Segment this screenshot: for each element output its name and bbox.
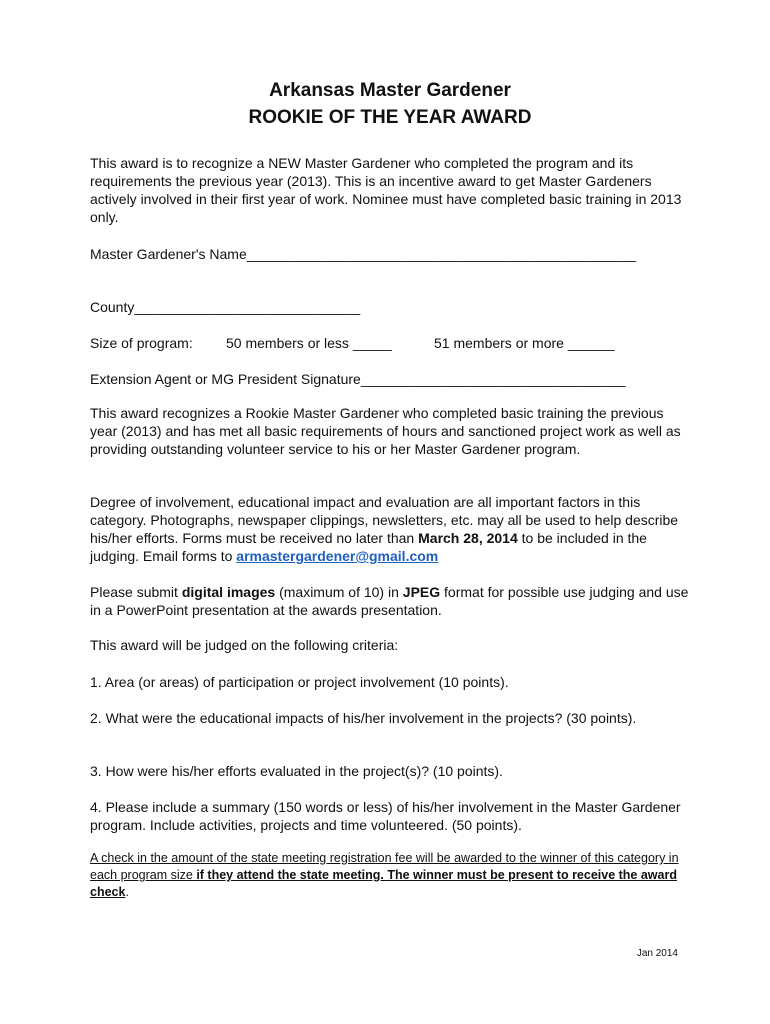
program-size-row [90,334,690,352]
submit-text-2: (maximum of 10) in [275,584,403,600]
size-label: Size of program: [90,335,193,351]
size-option-small[interactable]: 50 members or less _____ [226,335,392,351]
criterion-item: 1. Area (or areas) of participation or project involvement (10 points). [90,674,509,690]
note-end: . [125,885,129,899]
degree-text: Degree of involvement, educational impact and evaluation are all important factors in this category. Photographs, newspaper clippings, newsletters, etc. may all be used to help describe his/her efforts. Forms must be received no later than [90,494,679,546]
note-text: A check in the amount of the state meeting registration fee will be awarded to the winner of this category in each program size [90,851,679,882]
digital-images-emphasis: digital images [181,584,276,600]
email-link[interactable]: armastergardener@gmail.com [236,548,439,564]
award-title: ROOKIE OF THE YEAR AWARD [248,107,532,128]
submit-text-3: format for possible use judging and use in a PowerPoint presentation at the awards presentation. [90,584,689,618]
county-field[interactable]: County_____________________________ [90,299,361,315]
name-field[interactable]: Master Gardener's Name__________________________________________________ [90,246,637,262]
footer-date: Jan 2014 [636,948,678,959]
degree-paragraph [90,493,690,565]
criteria-intro: This award will be judged on the following criteria: [90,637,399,653]
description-paragraph: This award recognizes a Rookie Master Gardener who completed basic training the previous year (2013) and has met all basic requirements of hours and sanctioned project work as well as providing outstanding volunteer service to his or her Master Gardener program. [90,405,681,457]
criterion-item: 4. Please include a summary (150 words or less) of his/her involvement in the Master Gardener program. Include activities, projects and time volunteered. (50 points). [90,799,681,833]
award-check-note [90,850,690,901]
submit-text: Please submit [90,584,182,600]
form-title: Arkansas Master Gardener [269,80,511,101]
note-emphasis: if they attend the state meeting. The winner must be present to receive the award check [90,868,677,899]
jpeg-emphasis: JPEG [402,584,441,600]
submit-paragraph [90,583,690,619]
intro-paragraph: This award is to recognize a NEW Master Gardener who completed the program and its requirements the previous year (2013). This is an incentive award to get Master Gardeners actively involved in their first year of work. Nominee must have completed basic training in 2013 only. [90,155,682,225]
size-option-large[interactable]: 51 members or more ______ [434,335,615,351]
criterion-item: 2. What were the educational impacts of his/her involvement in the projects? (30 points). [90,710,637,726]
deadline-date: March 28, 2014 [418,530,518,546]
criterion-item: 3. How were his/her efforts evaluated in the project(s)? (10 points). [90,763,503,779]
degree-text-2: to be included in the judging. Email forms to [90,530,647,564]
signature-field[interactable]: Extension Agent or MG President Signature__________________________________ [90,371,626,387]
